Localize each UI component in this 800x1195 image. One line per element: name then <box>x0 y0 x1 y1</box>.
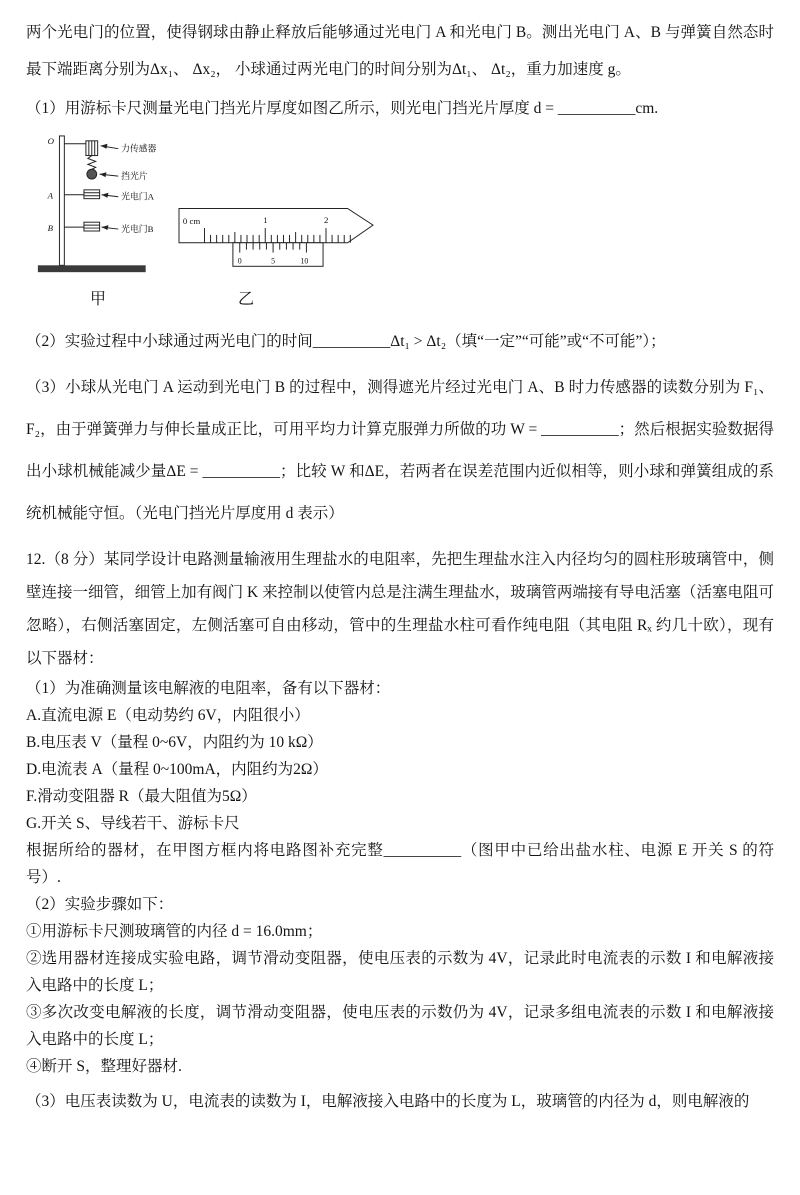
step-2: ②选用器材连接成实验电路，调节滑动变阻器，使电压表的示数为 4V，记录此时电流表的示数 I 和电解液接入电路中的长度 L； <box>26 950 774 994</box>
force-sensor-label: 力传感器 <box>121 143 157 154</box>
equipment-item-f: F.滑动变阻器 R（最大阻值为5Ω） <box>26 788 257 805</box>
stand-origin-label: O <box>47 135 55 146</box>
caliper-vernier-5: 5 <box>271 256 276 266</box>
experiment-figure <box>32 132 424 282</box>
caliper-vernier-0: 0 <box>237 256 242 266</box>
q11-part2: （2）实验过程中小球通过两光电门的时间__________Δt₁ > Δt₂（填“一定”“可能”或“不可能”）； <box>26 333 666 350</box>
equipment-item-g: G.开关 S、导线若干、游标卡尺 <box>26 815 240 832</box>
caliper-vernier-10: 10 <box>300 256 309 266</box>
q11-intro: 两个光电门的位置，使得钢球由静止释放后能够通过光电门 A 和光电门 B。测出光电门 A、B 与弹簧自然态时最下端距离分别为Δx₁、 Δx₂， 小球通过两光电门的时间分别为Δt₁、 Δt₂，重力加速度 g。 <box>26 24 774 78</box>
caliper-main-2: 2 <box>324 215 329 226</box>
gate-a-label: 光电门A <box>121 191 154 202</box>
q12-stem: 12.（8 分）某同学设计电路测量输液用生理盐水的电阻率，先把生理盐水注入内径均匀的圆柱形玻璃管中，侧壁连接一细管，细管上加有阀门 K 来控制以使管内总是注满生理盐水，玻璃管两端接有导电活塞（活塞电阻可忽略），右侧活塞固定，左侧活塞可自由移动，管中的生理盐水柱可看作纯电阻（其电阻 Rₓ 约几十欧），现有以下器材： <box>26 551 774 667</box>
caliper-main-1: 1 <box>263 215 268 226</box>
step-3: ③多次改变电解液的长度，调节滑动变阻器，使电压表的示数仍为 4V，记录多组电流表的示数 I 和电解液接入电路中的长度 L； <box>26 1004 774 1048</box>
equipment-item-a: A.直流电源 E（电动势约 6V，内阻很小） <box>26 707 310 724</box>
q12-part3: （3）电压表读数为 U，电流表的读数为 I，电解液接入电路中的长度为 L，玻璃管的内径为 d，则电解液的 <box>26 1093 750 1110</box>
q12-circuit-task: 根据所给的器材，在甲图方框内将电路图补充完整__________（图甲中已给出盐水柱、电源 E 开关 S 的符号）. <box>26 842 774 886</box>
vernier-caliper <box>179 208 373 266</box>
q12-part1-header: （1）为准确测量该电解液的电阻率，备有以下器材： <box>26 680 391 697</box>
caption-yi: 乙 <box>238 291 255 308</box>
shutter-label: 挡光片 <box>121 171 148 182</box>
stand-apparatus <box>38 136 146 272</box>
equipment-item-d: D.电流表 A（量程 0~100mA，内阻约为2Ω） <box>26 761 328 778</box>
shutter-ball <box>87 169 97 179</box>
q11-part1: （1）用游标卡尺测量光电门挡光片厚度如图乙所示，则光电门挡光片厚度 d = __________cm. <box>26 100 659 117</box>
caliper-zero-label: 0 cm <box>182 216 201 227</box>
step-4: ④断开 S，整理好器材. <box>26 1058 182 1075</box>
figure-block <box>32 132 774 311</box>
stand-point-a-label: A <box>47 190 54 201</box>
q12-part2-header: （2）实验步骤如下： <box>26 896 174 913</box>
q12-steps <box>26 918 774 1080</box>
q11-part3: （3）小球从光电门 A 运动到光电门 B 的过程中，测得遮光片经过光电门 A、B 时力传感器的读数分别为 F₁、F₂，由于弹簧弹力与伸长量成正比，可用平均力计算克服弹力所做的功 W = __________；然后根据实验数据得出小球机械能减少量ΔE = __________；比较 W 和ΔE，若两者在误差范围内近似相等，则小球和弹簧组成的系统机械能守恒。（光电门挡光片厚度用 d 表示） <box>26 379 774 522</box>
photogate-a <box>84 190 100 199</box>
stand-point-b-label: B <box>47 223 54 234</box>
label-arrows <box>100 144 119 230</box>
figure-captions <box>32 289 774 311</box>
caption-jia: 甲 <box>90 291 107 308</box>
gate-b-label: 光电门B <box>121 223 154 234</box>
step-1: ①用游标卡尺测玻璃管的内径 d = 16.0mm； <box>26 923 323 940</box>
spring <box>88 156 96 170</box>
q12-equipment-list <box>26 702 774 837</box>
equipment-item-b: B.电压表 V（量程 0~6V，内阻约为 10 kΩ） <box>26 734 323 751</box>
photogate-b <box>84 222 100 231</box>
